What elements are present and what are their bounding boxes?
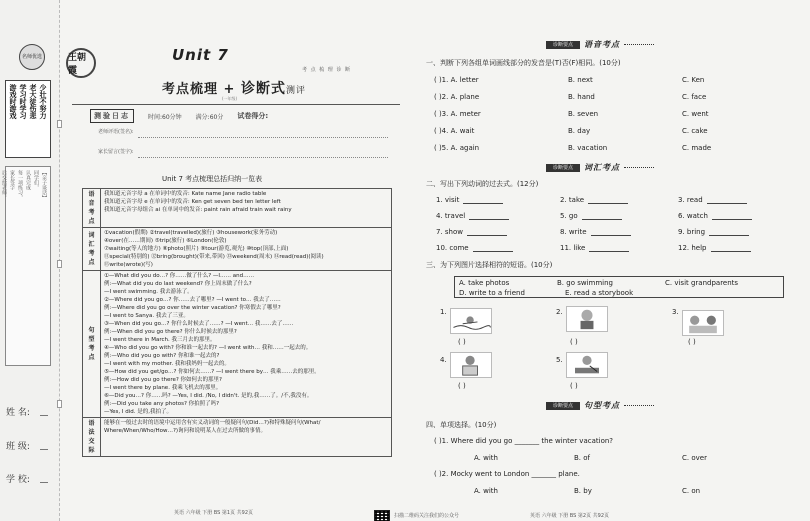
answer-blank[interactable] (712, 219, 752, 220)
answer-blank[interactable] (588, 203, 628, 204)
answer-paren[interactable]: ( ) (570, 338, 578, 346)
table-line: ⑤—How did you get/go…? 你如何去……? —I went there by… 我乘……去的那里。 (104, 369, 320, 375)
qr-code-icon[interactable] (374, 510, 390, 521)
table-line: ④—Who did you go with? 你和谁一起去的? —I went with… 我和……一起去的。 (104, 345, 312, 351)
time-limit: 时间:60分钟 (148, 113, 182, 121)
answer-blank[interactable] (469, 219, 509, 220)
banner-label: 语音考点 (584, 40, 620, 49)
content-cell (101, 228, 392, 271)
section-banner (546, 162, 654, 173)
phrase-option: E. read a storybook (565, 289, 634, 297)
page-title (162, 78, 306, 98)
summary-table (82, 188, 392, 457)
class-label: 班 级: (6, 442, 30, 452)
question-heading: 二、写出下列动词的过去式。(12分) (426, 180, 539, 188)
answer-paren[interactable]: ( ) (458, 382, 466, 390)
phrase-option: B. go swimming (557, 279, 613, 287)
answer-blank[interactable] (473, 251, 513, 252)
content-cell (101, 418, 392, 457)
banner-label: 词汇考点 (584, 163, 620, 172)
page-footer: 英语 六年级 下册 BS 第1页 共92页 (174, 510, 254, 516)
category-cell: 语法交际 (83, 418, 101, 457)
motto-line: 老大徒伤悲 (29, 84, 37, 119)
table-line: ⑮write(wrote)(写) (104, 262, 153, 268)
answer-paren[interactable]: ( ) (688, 338, 696, 346)
picture-number: 3. (672, 308, 679, 316)
test-info (90, 109, 390, 123)
table-line: 例:—How did you go there? 你如何去的那里? (104, 377, 222, 383)
section-banner (546, 400, 654, 411)
answer-blank[interactable] (582, 219, 622, 220)
publisher-logo: 王朝霞 (66, 48, 96, 78)
table-line: ①—What did you do…? 你……做了什么? —I…… and…… (104, 273, 255, 279)
note-line: 认真完成 (25, 170, 31, 190)
answer-paren[interactable]: ( ) (570, 382, 578, 390)
answer-blank[interactable] (711, 251, 751, 252)
table-line: —I went there by plane. 我乘飞机去的那里。 (104, 385, 222, 391)
note-line: 【亲子谈话】 (41, 170, 47, 200)
table-row (83, 418, 392, 457)
table-line: 例:—When did you go there? 你什么时候去的那里? (104, 329, 237, 335)
answer-blank[interactable] (589, 251, 629, 252)
parent-comment[interactable] (98, 148, 388, 158)
banner-tag: 诊断要点 (546, 164, 580, 172)
teacher-comment-label: 老师评语(签名): (98, 129, 134, 135)
table-line: —I went swimming. 我去游泳了。 (104, 289, 193, 295)
table-line: —I went to Sanya. 我去了三亚。 (104, 313, 189, 319)
picture-number: 1. (440, 308, 447, 316)
motto-line: 学习时学习 (19, 84, 27, 119)
question-heading: 三、为下列图片选择相符的短语。(10分) (426, 261, 553, 269)
name-field[interactable] (6, 405, 56, 418)
school-label: 学 校: (6, 475, 30, 485)
parent-note (1, 166, 51, 366)
title-plus: + (223, 82, 236, 97)
phrase-option: C. visit grandparents (665, 279, 739, 287)
table-row (83, 189, 392, 228)
picture-number: 4. (440, 356, 447, 364)
table-line: 例:—What did you do last weekend? 你上周末做了什么? (104, 281, 252, 287)
category-cell: 句型考点 (83, 271, 101, 418)
score-label[interactable]: 试卷得分: (237, 112, 269, 120)
banner-label: 句型考点 (584, 401, 620, 410)
banner-tag: 诊断要点 (546, 402, 580, 410)
class-field[interactable] (6, 439, 56, 452)
content-cell (101, 189, 392, 228)
answer-blank[interactable] (467, 235, 507, 236)
table-line: —Yes, I did. 是的,我拍了。 (104, 409, 173, 415)
banner-tag: 诊断要点 (546, 41, 580, 49)
divider (72, 104, 400, 105)
table-line: 例:—Did you take any photos? 你拍照了吗? (104, 401, 220, 407)
picture-number: 2. (556, 308, 563, 316)
question-heading: 四、单项选择。(10分) (426, 421, 497, 429)
brand-badge: 名师优选 (19, 44, 45, 70)
qr-caption: 扫描二维码关注我们的公众号 (394, 513, 460, 519)
category-cell: 词汇考点 (83, 228, 101, 271)
note-line: 每一项练习， (17, 170, 23, 200)
table-line: 我知道元音字母 e 在单词中的发音: Ken get seven bed ten letter left (104, 199, 281, 205)
binding-strip (0, 0, 60, 521)
title-part: 考点梳理 (162, 82, 219, 97)
picture-number: 5. (556, 356, 563, 364)
teacher-comment[interactable] (98, 128, 388, 138)
answer-blank[interactable] (591, 235, 631, 236)
note-line: 家长签字 (9, 170, 15, 190)
section-banner (546, 39, 654, 50)
table-line: —I went with my mother. 我和我妈妈一起去的。 (104, 361, 230, 367)
table-line: 例:—Who did you go with? 你和谁一起去的? (104, 353, 220, 359)
table-line: 我知道元音字母 a 在单词中的发音: Kate name Jane radio table (104, 191, 267, 197)
family-picture-icon (682, 310, 724, 336)
table-line: —I went there in March. 我三月去的那里。 (104, 337, 216, 343)
answer-paren[interactable]: ( ) (458, 338, 466, 346)
motto-box (5, 80, 51, 158)
question-heading: 一、判断下列各组单词画线部分的发音是(T)否(F)相同。(10分) (426, 59, 621, 67)
table-line: 能够在一般过去时的语境中运用含有实义动词的一般疑问句(Did…?)和特殊疑问句(What/ (104, 420, 321, 426)
summary-title: Unit 7 考点梳理总括归纳一览表 (162, 175, 263, 183)
parent-comment-label: 家长留言(签字): (98, 149, 134, 155)
phrase-option: D. write to a friend (459, 289, 525, 297)
title-part: 测评 (285, 86, 306, 96)
phrase-option: A. take photos (459, 279, 510, 287)
table-line: ③—When did you go…? 你什么时候去了……? —I went… 我……去了…… (104, 321, 294, 327)
motto-line: 游戏时游戏 (9, 84, 17, 119)
page-footer: 英语 六年级 下册 BS 第2页 共92页 (530, 513, 610, 519)
category-cell: 语音考点 (83, 189, 101, 228)
table-row (83, 228, 392, 271)
table-line: ⑪special(特别的) ⑫bring(brought)(带来,带回) ⑬weekend(周末) ⑭read(read)(阅读) (104, 254, 324, 260)
content-cell (101, 271, 392, 418)
swimming-picture-icon (450, 308, 492, 334)
full-score: 满分:60分 (195, 113, 224, 121)
log-tag: 测验日志 (90, 109, 134, 123)
school-field[interactable] (6, 472, 56, 485)
name-label: 姓 名: (6, 408, 30, 418)
left-page (62, 8, 400, 518)
note-line: 同学们， (33, 170, 39, 190)
answer-blank[interactable] (707, 203, 747, 204)
note-line: 后交给老师。 (1, 170, 7, 200)
table-line: 我知道元音字母组合 ai 在单词中的发音: paint rain afraid train wait rainy (104, 207, 292, 213)
subtitle: (一年级) (222, 96, 238, 101)
table-line: ④over(在……期间) ⑤trip(旅行) ⑥London(伦敦) (104, 238, 227, 244)
writing-picture-icon (566, 352, 608, 378)
right-page: 诊断要点 语音考点 一、判断下列各组单词画线部分的发音是(T)否(F)相同。(10分) ( )1. A. letter B. next C. Ken ( )2. A. plane B. hand C. face ( )3. A. meter B. seven C. went ( )4. A. wait B. day C. cake ( )5. A. again B. vacation C. made 诊断要点 词汇考点 二、写出下列动词的过去式。(12分) 1. visit 2. take 3. read 4. travel 5. go 6. watch 7. show 8. write 9. bring 10. come 11. like 12. help 三、为下列图片选择相符的短语。(10分) A. take photos B. go swimming C. visit grandparents D. write to a friend E. read a storybook 1. ( ) 2. ( ) 3. ( ) 4. ( ) 5. ( ) 诊断要点 句型考点 四、单项选择。(10分) ( )1. Where did you go _______ the winter vacation? A. with B. of C. over ( )2. Mocky went to London _______ plane. A. with B. by C. on (420, 36, 805, 516)
phrase-bank (454, 276, 784, 298)
tagline: 考 点 梳 理 诊 断 (302, 67, 351, 73)
motto-line: 少壮不努力 (39, 84, 47, 119)
table-line: ①vacation(假期) ②travel(travelled)(旅行) ③housework(家务劳动) (104, 230, 278, 236)
table-line: 例:—Where did you go over the winter vacation? 你寒假去了哪里? (104, 305, 281, 311)
answer-blank[interactable] (463, 203, 503, 204)
table-line: ⑥—Did you…? 你……吗? —Yes, I did. /No, I didn't. 是的,我……了。/不,我没有。 (104, 393, 313, 399)
answer-blank[interactable] (709, 235, 749, 236)
table-line: ②—Where did you go…? 你……去了哪里? —I went to… 我去了…… (104, 297, 281, 303)
table-line: ⑦waiting(等人的地方) ⑧photo(照片) ⑨tour(游览,观光) ⑩top(顶部,上面) (104, 246, 289, 252)
photo-picture-icon (566, 306, 608, 332)
table-row (83, 271, 392, 418)
unit-title: Unit 7 (172, 46, 229, 64)
table-line: Where/When/Who/How…?)询问和说明某人在过去所做的事情。 (104, 428, 267, 434)
title-part: 诊断式 (240, 81, 286, 97)
reading-picture-icon (450, 352, 492, 378)
